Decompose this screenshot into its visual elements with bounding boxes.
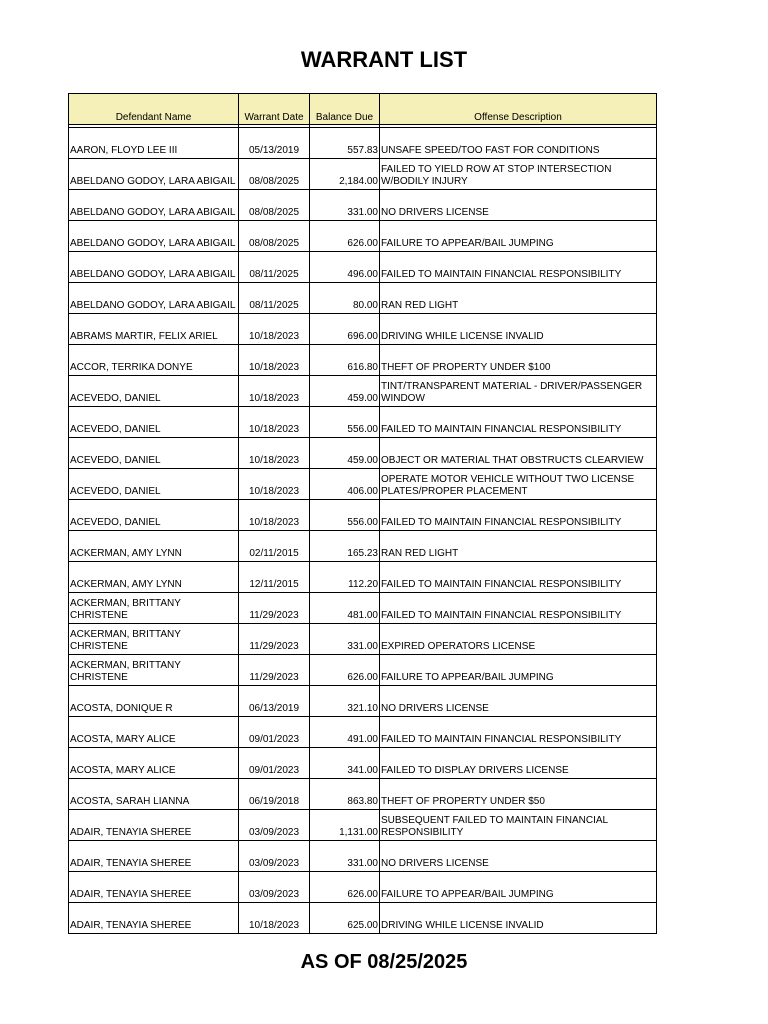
offense-description-cell: FAILED TO MAINTAIN FINANCIAL RESPONSIBILITY (380, 407, 657, 438)
column-header-warrant-date: Warrant Date (239, 94, 310, 125)
defendant-name-cell: ADAIR, TENAYIA SHEREE (69, 810, 239, 841)
balance-due-cell: 626.00 (310, 221, 380, 252)
defendant-name-cell: ABELDANO GODOY, LARA ABIGAIL (69, 283, 239, 314)
warrant-date-cell: 09/01/2023 (239, 717, 310, 748)
warrant-date-cell: 08/08/2025 (239, 159, 310, 190)
balance-due-cell: 1,131.00 (310, 810, 380, 841)
balance-due-cell: 491.00 (310, 717, 380, 748)
defendant-name-cell: ABRAMS MARTIR, FELIX ARIEL (69, 314, 239, 345)
offense-description-cell: OBJECT OR MATERIAL THAT OBSTRUCTS CLEARVIEW (380, 438, 657, 469)
table-header-row (69, 94, 657, 125)
offense-description-cell: TINT/TRANSPARENT MATERIAL - DRIVER/PASSENGER WINDOW (380, 376, 657, 407)
offense-description-cell: FAILED TO MAINTAIN FINANCIAL RESPONSIBILITY (380, 252, 657, 283)
warrant-date-cell: 06/19/2018 (239, 779, 310, 810)
table-row (69, 903, 657, 934)
defendant-name-cell: ABELDANO GODOY, LARA ABIGAIL (69, 221, 239, 252)
defendant-name-cell: ABELDANO GODOY, LARA ABIGAIL (69, 159, 239, 190)
offense-description-cell: OPERATE MOTOR VEHICLE WITHOUT TWO LICENSE PLATES/PROPER PLACEMENT (380, 469, 657, 500)
table-row (69, 655, 657, 686)
offense-description-cell: FAILURE TO APPEAR/BAIL JUMPING (380, 872, 657, 903)
column-header-offense-description: Offense Description (380, 94, 657, 125)
warrant-date-cell: 03/09/2023 (239, 841, 310, 872)
table-row (69, 159, 657, 190)
as-of-date: AS OF 08/25/2025 (300, 951, 468, 973)
defendant-name-cell: ACOSTA, DONIQUE R (69, 686, 239, 717)
defendant-name-cell: ACKERMAN, AMY LYNN (69, 562, 239, 593)
defendant-name-cell: ABELDANO GODOY, LARA ABIGAIL (69, 190, 239, 221)
balance-due-cell: 496.00 (310, 252, 380, 283)
balance-due-cell: 321.10 (310, 686, 380, 717)
defendant-name-cell: ACOSTA, SARAH LIANNA (69, 779, 239, 810)
balance-due-cell: 556.00 (310, 500, 380, 531)
balance-due-cell: 80.00 (310, 283, 380, 314)
column-header-balance-due: Balance Due (310, 94, 380, 125)
warrant-date-cell: 11/29/2023 (239, 593, 310, 624)
offense-description-cell: FAILURE TO APPEAR/BAIL JUMPING (380, 221, 657, 252)
table-row (69, 531, 657, 562)
warrant-date-cell: 11/29/2023 (239, 624, 310, 655)
table-row (69, 283, 657, 314)
defendant-name-cell: ABELDANO GODOY, LARA ABIGAIL (69, 252, 239, 283)
offense-description-cell: RAN RED LIGHT (380, 531, 657, 562)
warrant-date-cell: 06/13/2019 (239, 686, 310, 717)
defendant-name-cell: ADAIR, TENAYIA SHEREE (69, 872, 239, 903)
warrant-date-cell: 10/18/2023 (239, 500, 310, 531)
balance-due-cell: 459.00 (310, 438, 380, 469)
balance-due-cell: 557.83 (310, 128, 380, 159)
offense-description-cell: SUBSEQUENT FAILED TO MAINTAIN FINANCIAL RESPONSIBILITY (380, 810, 657, 841)
balance-due-cell: 481.00 (310, 593, 380, 624)
warrant-date-cell: 03/09/2023 (239, 872, 310, 903)
table-row (69, 624, 657, 655)
balance-due-cell: 616.80 (310, 345, 380, 376)
offense-description-cell: THEFT OF PROPERTY UNDER $50 (380, 779, 657, 810)
offense-description-cell: FAILED TO MAINTAIN FINANCIAL RESPONSIBILITY (380, 717, 657, 748)
table-row (69, 376, 657, 407)
table-row (69, 841, 657, 872)
table-row (69, 190, 657, 221)
table-row (69, 128, 657, 159)
balance-due-cell: 625.00 (310, 903, 380, 934)
defendant-name-cell: AARON, FLOYD LEE III (69, 128, 239, 159)
defendant-name-cell: ACOSTA, MARY ALICE (69, 717, 239, 748)
balance-due-cell: 331.00 (310, 190, 380, 221)
table-row (69, 717, 657, 748)
defendant-name-cell: ADAIR, TENAYIA SHEREE (69, 903, 239, 934)
warrant-date-cell: 11/29/2023 (239, 655, 310, 686)
defendant-name-cell: ACKERMAN, BRITTANY CHRISTENE (69, 593, 239, 624)
table-row (69, 779, 657, 810)
defendant-name-cell: ACEVEDO, DANIEL (69, 376, 239, 407)
table-row (69, 252, 657, 283)
offense-description-cell: RAN RED LIGHT (380, 283, 657, 314)
balance-due-cell: 165.23 (310, 531, 380, 562)
balance-due-cell: 406.00 (310, 469, 380, 500)
balance-due-cell: 341.00 (310, 748, 380, 779)
table-row (69, 345, 657, 376)
table-row (69, 221, 657, 252)
table-row (69, 748, 657, 779)
table-row (69, 810, 657, 841)
table-row (69, 562, 657, 593)
warrant-date-cell: 08/11/2025 (239, 252, 310, 283)
balance-due-cell: 626.00 (310, 655, 380, 686)
warrant-date-cell: 10/18/2023 (239, 903, 310, 934)
warrant-date-cell: 09/01/2023 (239, 748, 310, 779)
table-row (69, 686, 657, 717)
warrant-date-cell: 10/18/2023 (239, 469, 310, 500)
balance-due-cell: 556.00 (310, 407, 380, 438)
column-header-defendant-name: Defendant Name (69, 94, 239, 125)
offense-description-cell: UNSAFE SPEED/TOO FAST FOR CONDITIONS (380, 128, 657, 159)
defendant-name-cell: ACKERMAN, BRITTANY CHRISTENE (69, 624, 239, 655)
offense-description-cell: FAILED TO MAINTAIN FINANCIAL RESPONSIBILITY (380, 562, 657, 593)
offense-description-cell: THEFT OF PROPERTY UNDER $100 (380, 345, 657, 376)
balance-due-cell: 112.20 (310, 562, 380, 593)
table-row (69, 469, 657, 500)
warrant-date-cell: 08/08/2025 (239, 190, 310, 221)
warrant-date-cell: 03/09/2023 (239, 810, 310, 841)
table-row (69, 872, 657, 903)
page-title: WARRANT LIST (300, 47, 468, 72)
defendant-name-cell: ADAIR, TENAYIA SHEREE (69, 841, 239, 872)
warrant-table (68, 93, 657, 934)
offense-description-cell: EXPIRED OPERATORS LICENSE (380, 624, 657, 655)
warrant-date-cell: 10/18/2023 (239, 376, 310, 407)
warrant-date-cell: 10/18/2023 (239, 314, 310, 345)
balance-due-cell: 331.00 (310, 841, 380, 872)
balance-due-cell: 459.00 (310, 376, 380, 407)
offense-description-cell: FAILED TO MAINTAIN FINANCIAL RESPONSIBILITY (380, 500, 657, 531)
table-row (69, 314, 657, 345)
defendant-name-cell: ACEVEDO, DANIEL (69, 469, 239, 500)
defendant-name-cell: ACEVEDO, DANIEL (69, 438, 239, 469)
balance-due-cell: 626.00 (310, 872, 380, 903)
offense-description-cell: FAILED TO YIELD ROW AT STOP INTERSECTION W/BODILY INJURY (380, 159, 657, 190)
warrant-date-cell: 12/11/2015 (239, 562, 310, 593)
defendant-name-cell: ACKERMAN, BRITTANY CHRISTENE (69, 655, 239, 686)
offense-description-cell: FAILED TO DISPLAY DRIVERS LICENSE (380, 748, 657, 779)
warrant-date-cell: 08/11/2025 (239, 283, 310, 314)
balance-due-cell: 2,184.00 (310, 159, 380, 190)
warrant-date-cell: 05/13/2019 (239, 128, 310, 159)
offense-description-cell: DRIVING WHILE LICENSE INVALID (380, 314, 657, 345)
warrant-date-cell: 10/18/2023 (239, 345, 310, 376)
warrant-date-cell: 10/18/2023 (239, 407, 310, 438)
defendant-name-cell: ACEVEDO, DANIEL (69, 407, 239, 438)
offense-description-cell: FAILURE TO APPEAR/BAIL JUMPING (380, 655, 657, 686)
table-row (69, 438, 657, 469)
table-row (69, 593, 657, 624)
defendant-name-cell: ACKERMAN, AMY LYNN (69, 531, 239, 562)
balance-due-cell: 331.00 (310, 624, 380, 655)
balance-due-cell: 696.00 (310, 314, 380, 345)
table-row (69, 407, 657, 438)
offense-description-cell: FAILED TO MAINTAIN FINANCIAL RESPONSIBILITY (380, 593, 657, 624)
offense-description-cell: NO DRIVERS LICENSE (380, 190, 657, 221)
table-row (69, 500, 657, 531)
offense-description-cell: DRIVING WHILE LICENSE INVALID (380, 903, 657, 934)
offense-description-cell: NO DRIVERS LICENSE (380, 841, 657, 872)
warrant-date-cell: 02/11/2015 (239, 531, 310, 562)
defendant-name-cell: ACOSTA, MARY ALICE (69, 748, 239, 779)
defendant-name-cell: ACEVEDO, DANIEL (69, 500, 239, 531)
offense-description-cell: NO DRIVERS LICENSE (380, 686, 657, 717)
balance-due-cell: 863.80 (310, 779, 380, 810)
warrant-date-cell: 10/18/2023 (239, 438, 310, 469)
defendant-name-cell: ACCOR, TERRIKA DONYE (69, 345, 239, 376)
warrant-date-cell: 08/08/2025 (239, 221, 310, 252)
